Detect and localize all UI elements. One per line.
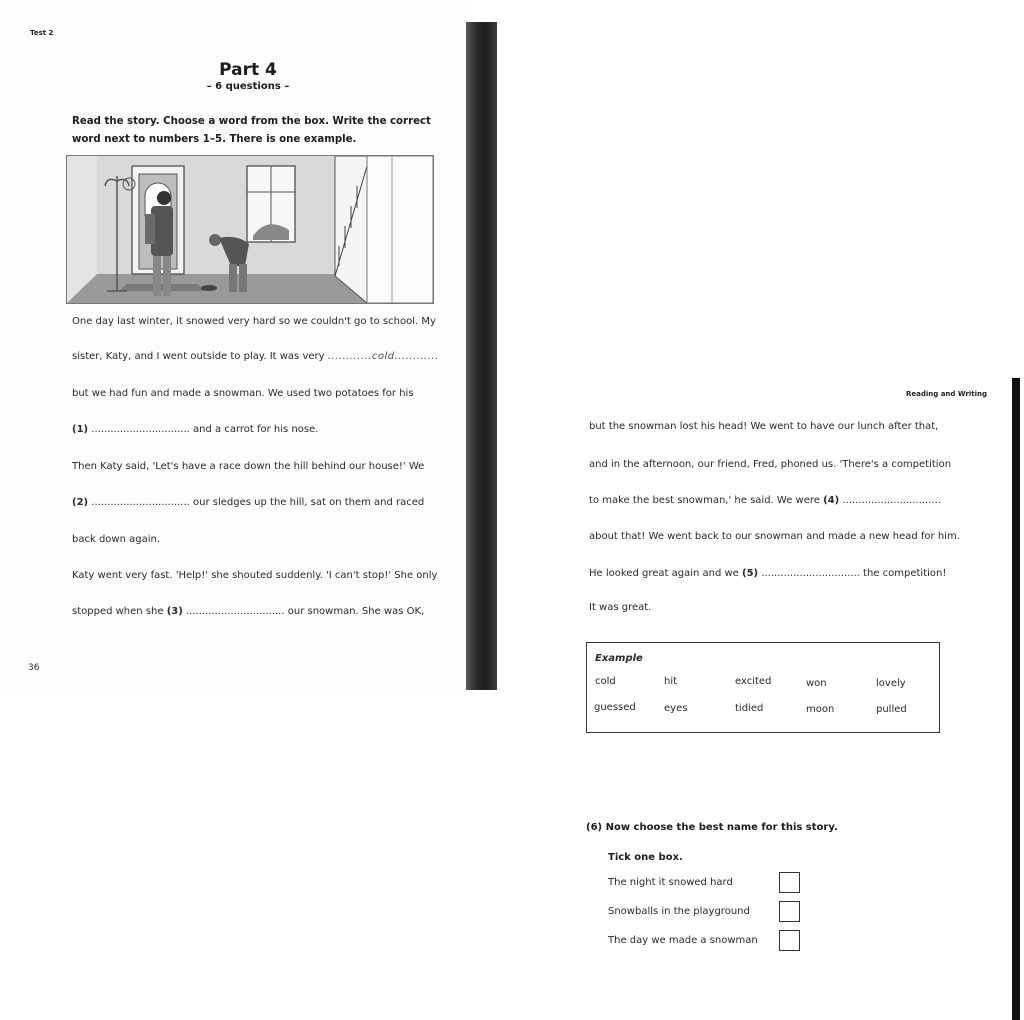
story-line-14 <box>589 568 946 579</box>
gap-2-number: (2) <box>72 497 89 508</box>
option-1-label: The night it snowed hard <box>608 877 733 888</box>
question-6-prompt: (6) Now choose the best name for this story. <box>586 822 838 833</box>
book-spine <box>466 22 497 690</box>
story-line-6 <box>72 497 424 508</box>
story-line-2 <box>72 351 439 362</box>
word-eyes: eyes <box>664 703 688 714</box>
word-lovely: lovely <box>876 678 906 689</box>
story-line-2-text: sister, Katy, and I went outside to play. It was very <box>72 351 325 362</box>
word-tidied: tidied <box>735 703 764 714</box>
word-cold: cold <box>595 676 616 687</box>
instruction-line-2: word next to numbers 1–5. There is one example. <box>72 134 357 145</box>
word-pulled: pulled <box>876 704 907 715</box>
option-3-label: The day we made a snowman <box>608 935 758 946</box>
section-header: Reading and Writing <box>906 390 988 398</box>
word-moon: moon <box>806 704 835 715</box>
story-illustration <box>66 155 434 304</box>
story-line-11: and in the afternoon, our friend, Fred, phoned us. 'There's a competition <box>589 459 952 470</box>
story-line-15: It was great. <box>589 602 652 613</box>
gap-3-number: (3) <box>166 606 183 617</box>
story-line-13: about that! We went back to our snowman and made a new head for him. <box>589 531 960 542</box>
story-line-8: Katy went very fast. 'Help!' she shouted suddenly. 'I can't stop!' She only <box>72 570 438 581</box>
gap-2-blank[interactable]: ............................... <box>91 497 190 508</box>
story-line-1: One day last winter, it snowed very hard so we couldn't go to school. My <box>72 316 436 327</box>
gap-4-blank[interactable]: ............................... <box>842 495 941 506</box>
story-line-5: Then Katy said, 'Let's have a race down the hill behind our house!' We <box>72 461 425 472</box>
word-won: won <box>806 678 827 689</box>
gap-1-number: (1) <box>72 424 89 435</box>
test-header: Test 2 <box>30 29 54 37</box>
story-line-12 <box>589 495 941 506</box>
story-line-9-end: our snowman. She was OK, <box>287 606 425 617</box>
option-3-checkbox[interactable] <box>779 930 800 951</box>
option-1-checkbox[interactable] <box>779 872 800 893</box>
story-line-7: back down again. <box>72 534 161 545</box>
part-title: Part 4 <box>219 60 277 80</box>
story-line-9 <box>72 606 424 617</box>
story-line-4 <box>72 424 318 435</box>
gap-4-number: (4) <box>823 495 840 506</box>
left-page <box>0 0 466 690</box>
gap-3-blank[interactable]: ............................... <box>186 606 285 617</box>
instruction-line-1: Read the story. Choose a word from the box. Write the correct <box>72 116 431 127</box>
story-line-6-text: our sledges up the hill, sat on them and raced <box>193 497 425 508</box>
gap-5-number: (5) <box>742 568 759 579</box>
instructions <box>72 113 432 149</box>
story-line-14-text: He looked great again and we <box>589 568 739 579</box>
option-2-label: Snowballs in the playground <box>608 906 750 917</box>
story-line-12-text: to make the best snowman,' he said. We were <box>589 495 820 506</box>
gap-1-blank[interactable]: ............................... <box>91 424 190 435</box>
hallway-scene-image <box>67 156 433 303</box>
story-line-4-text: and a carrot for his nose. <box>193 424 319 435</box>
page-edge-shadow <box>1012 378 1020 1020</box>
example-label: Example <box>595 653 643 664</box>
tick-instruction: Tick one box. <box>608 852 683 863</box>
option-2-checkbox[interactable] <box>779 901 800 922</box>
part-subtitle: – 6 questions – <box>206 81 290 92</box>
word-hit: hit <box>664 676 678 687</box>
word-excited: excited <box>735 676 772 687</box>
story-line-10: but the snowman lost his head! We went to have our lunch after that, <box>589 421 939 432</box>
example-answer: ............cold............ <box>327 351 439 362</box>
story-line-3: but we had fun and made a snowman. We used two potatoes for his <box>72 388 414 399</box>
story-line-14-end: the competition! <box>863 568 947 579</box>
page-number: 36 <box>28 663 40 673</box>
story-line-9-text: stopped when she <box>72 606 164 617</box>
word-guessed: guessed <box>594 702 636 713</box>
gap-5-blank[interactable]: ............................... <box>761 568 860 579</box>
